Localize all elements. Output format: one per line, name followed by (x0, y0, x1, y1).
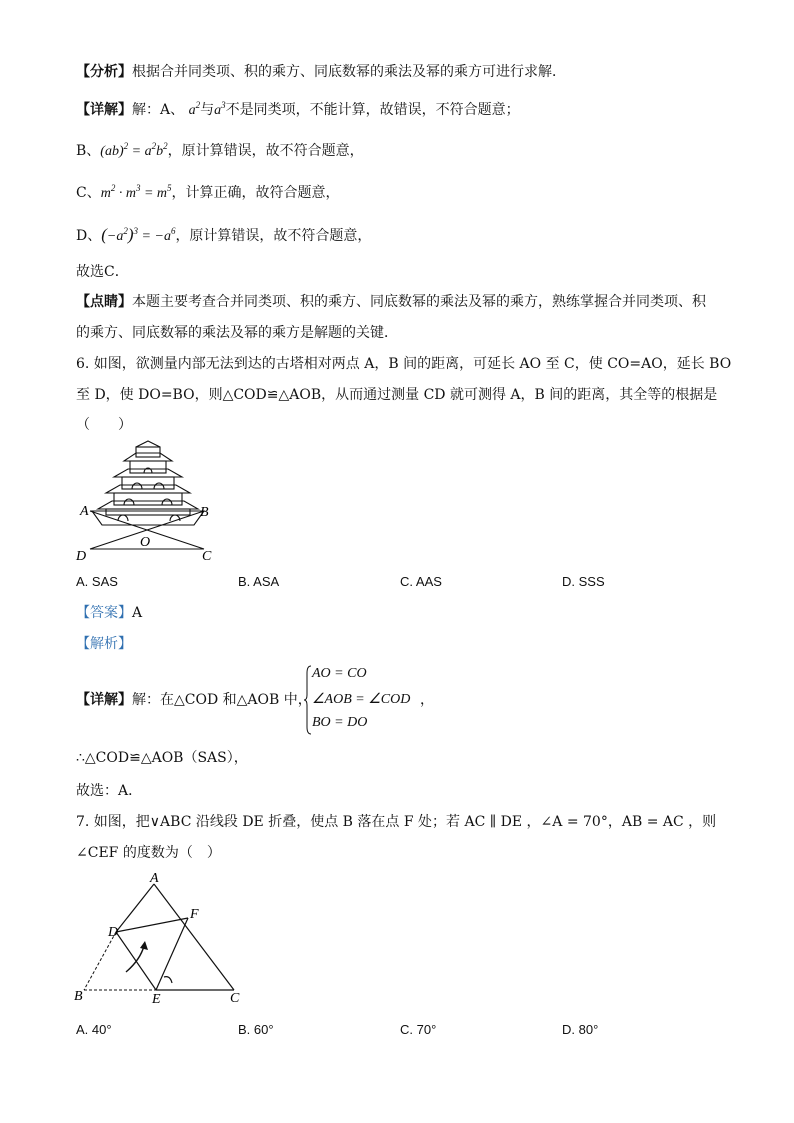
q7-stem-line-1: 7. 如图，把∨ABC 沿线段 DE 折叠，使点 B 落在点 F 处；若 AC ∥ DE ，∠A = 70°，AB = AC ，则 (76, 814, 717, 830)
q6-therefore: ∴△COD≌△AOB（SAS）， (76, 750, 248, 766)
q6-detail-pre: 解：在△COD 和△AOB 中， (132, 692, 312, 708)
math-c-expr: $m^2 \cdot m^3 = m^5$ (100, 183, 172, 201)
q6-label-o: O (140, 535, 151, 550)
analysis-text: 根据合并同类项、积的乘方、同底数幂的乘法及幂的乘方可进行求解． (132, 64, 566, 80)
q5-comment-line-2: 的乘方、同底数幂的乘法及幂的乘方是解题的关键． (76, 325, 398, 341)
q6-answer-line (76, 603, 142, 623)
q6-stem-line-3: （ ） (76, 417, 132, 433)
detail-a-post: 不是同类项，不能计算，故错误，不符合题意； (225, 102, 520, 118)
q6-label-b: B (200, 505, 209, 520)
q7-label-c: C (230, 991, 240, 1006)
q7-triangle-figure (70, 870, 260, 1008)
answer-value: A (132, 605, 143, 621)
system-brace (304, 665, 312, 735)
system-end: ， (420, 692, 434, 708)
q6-label-c: C (202, 549, 212, 564)
q7-label-d: D (108, 925, 119, 940)
q6-detail-line (76, 690, 312, 710)
q7-label-b: B (74, 989, 83, 1004)
q5-comment-line-1 (76, 292, 706, 312)
c-prefix: C、 (76, 185, 101, 201)
q5-choose: 故选C． (76, 264, 129, 280)
q5-detail-a-line (76, 100, 520, 121)
q7-option-c[interactable]: C. 70° (400, 1022, 437, 1037)
q6-detail-tag: 【详解】 (76, 692, 132, 708)
q5-analysis-line (76, 62, 566, 82)
q6-label-d: D (76, 549, 87, 564)
b-post: ，原计算错误，故不符合题意， (167, 143, 364, 159)
d-prefix: D、 (76, 228, 102, 244)
q5-c-line (76, 183, 340, 204)
detail-tag: 【详解】 (76, 102, 132, 118)
math-d-expr: $(-a^2)^3 = -a^6$ (101, 225, 176, 244)
q6-choose: 故选：A． (76, 783, 143, 799)
q5-b-line (76, 141, 364, 162)
answer-tag: 【答案】 (76, 605, 132, 621)
q6-analysis-tag: 【解析】 (76, 636, 132, 652)
q6-option-c[interactable]: C. AAS (400, 574, 442, 589)
q7-option-d[interactable]: D. 80° (562, 1022, 599, 1037)
detail-a-pre: 解：A、 (132, 102, 185, 118)
math-a2-and-a3: $a^2$与$a^3$ (188, 100, 226, 118)
q6-stem-line-1: 6. 如图，欲测量内部无法到达的古塔相对两点 A，B 间的距离，可延长 AO 至 C，使 CO=AO，延长 BO (76, 356, 732, 372)
q6-stem-line-2: 至 D，使 DO=BO，则△COD≌△AOB，从而通过测量 CD 就可测得 A，B 间的距离，其全等的根据是 (76, 387, 718, 403)
q7-label-e: E (152, 992, 161, 1007)
b-prefix: B、 (76, 143, 101, 159)
system-eq-3: BO = DO (312, 715, 368, 730)
q6-label-a: A (80, 504, 89, 519)
q6-option-d[interactable]: D. SSS (562, 574, 605, 589)
analysis-tag: 【分析】 (76, 64, 132, 80)
q7-option-b[interactable]: B. 60° (238, 1022, 274, 1037)
q6-tower-figure (70, 435, 230, 567)
q5-d-line (76, 225, 371, 247)
q7-stem-line-2: ∠CEF 的度数为（ ） (76, 845, 221, 861)
c-post: ，计算正确，故符合题意， (171, 185, 340, 201)
q7-label-a: A (150, 871, 159, 886)
q7-option-a[interactable]: A. 40° (76, 1022, 112, 1037)
system-eq-1: AO = CO (312, 666, 367, 681)
d-post: ，原计算错误，故不符合题意， (175, 228, 372, 244)
q7-label-f: F (190, 907, 199, 922)
math-b-expr: $(ab)^2 = a^2b^2$ (100, 141, 168, 159)
q6-option-b[interactable]: B. ASA (238, 574, 280, 589)
comment-text-1: 本题主要考查合并同类项、积的乘方、同底数幂的乘法及幂的乘方，熟练掌握合并同类项、积 (132, 294, 706, 310)
q6-option-a[interactable]: A. SAS (76, 574, 118, 589)
comment-tag: 【点睛】 (76, 294, 132, 310)
system-eq-2: ∠AOB = ∠COD (312, 692, 411, 707)
